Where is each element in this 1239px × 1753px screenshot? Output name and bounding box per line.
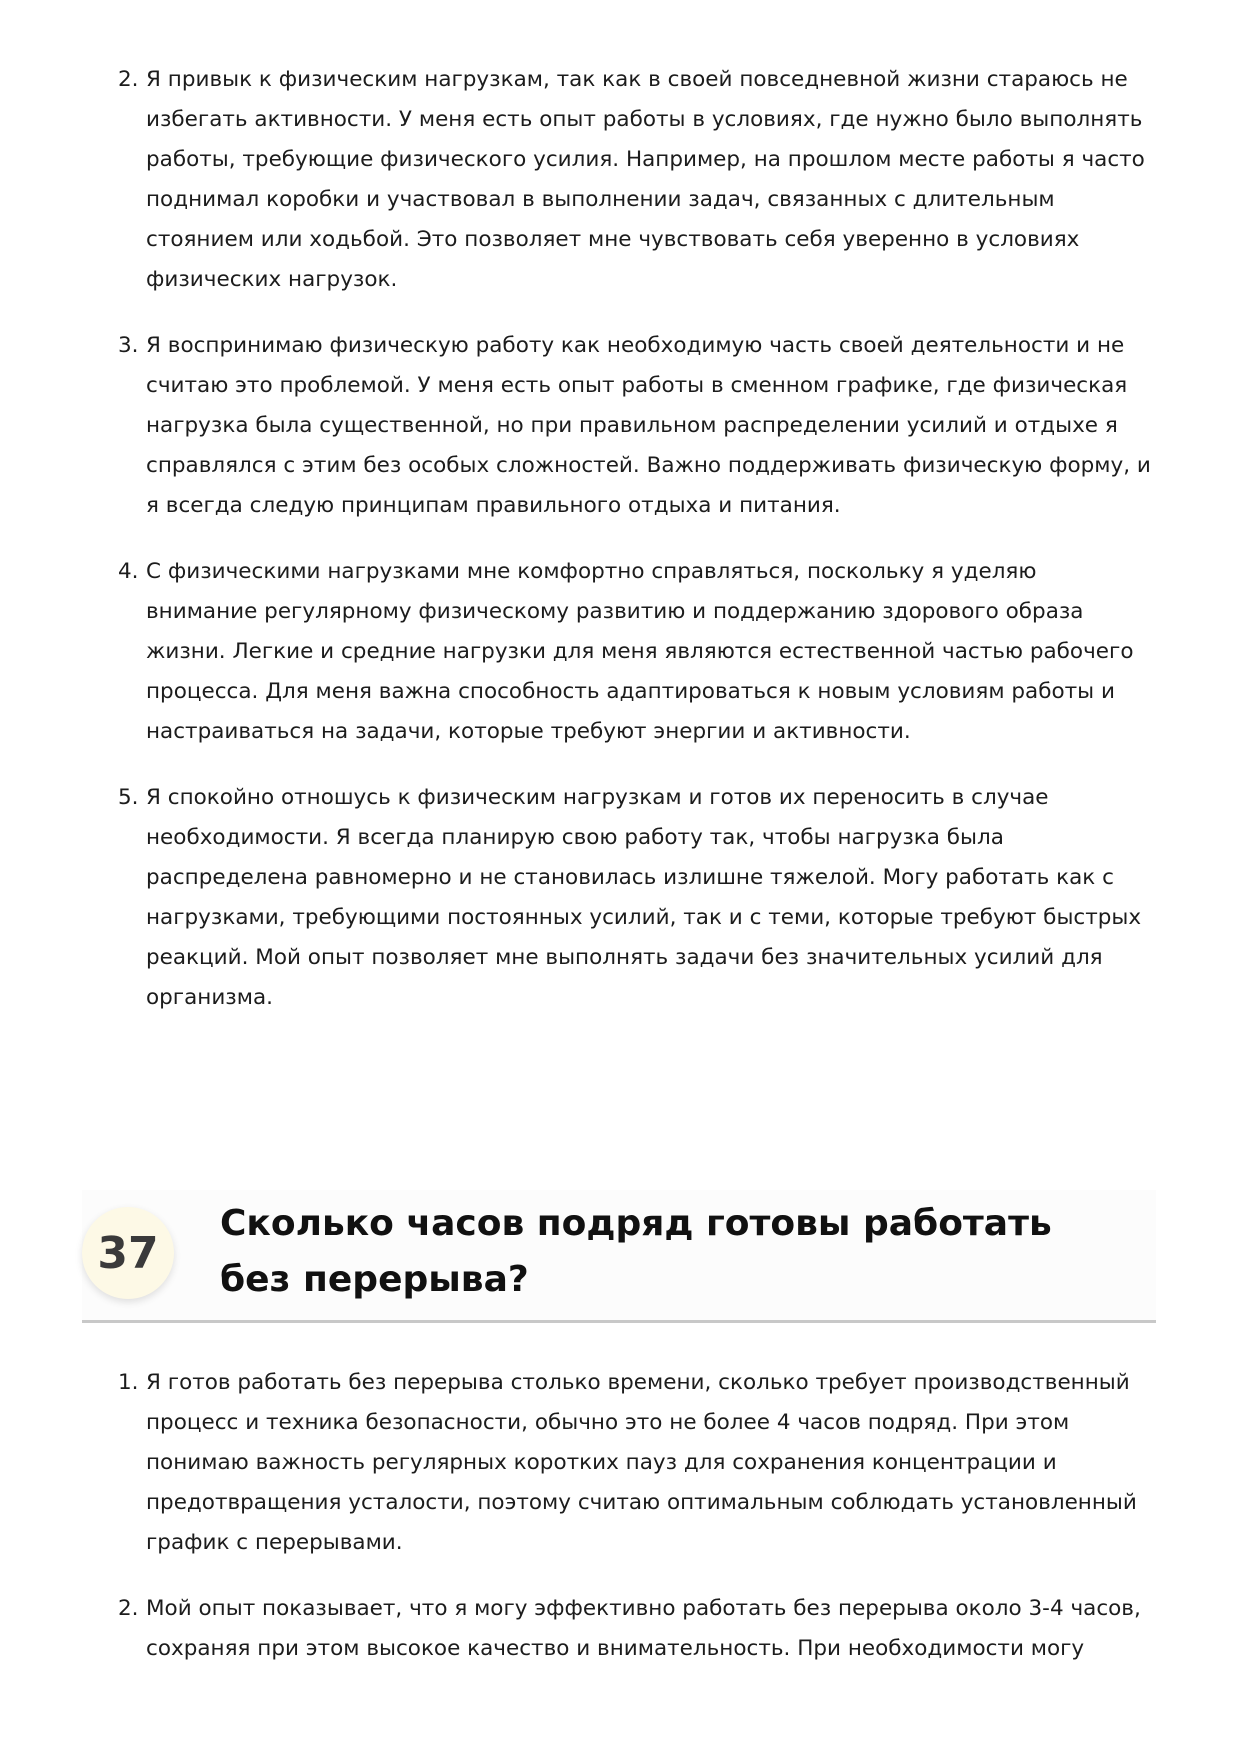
- question-header: [82, 1190, 1156, 1323]
- answer-list-question-37: [114, 1363, 1154, 1695]
- answer-list-previous-question: [114, 60, 1154, 1044]
- answer-number: 3.: [118, 333, 139, 358]
- answer-item: [114, 1589, 1154, 1669]
- answer-number: 1.: [118, 1370, 139, 1395]
- answer-item: [114, 60, 1154, 300]
- question-title: Сколько часов подряд готовы работать без перерыва?: [220, 1203, 1052, 1300]
- answer-text: Мой опыт показывает, что я могу эффективно работать без перерыва около 3-4 часов, сохраняя при этом высокое качество и внимательность. При необходимости могу: [146, 1596, 1141, 1661]
- answer-number: 5.: [118, 785, 139, 810]
- answer-number: 2.: [118, 1596, 139, 1621]
- question-number-badge: 37: [82, 1207, 174, 1299]
- answer-text: Я привык к физическим нагрузкам, так как в своей повседневной жизни стараюсь не избегать активности. У меня есть опыт работы в условиях, где нужно было выполнять работы, требующие физического усилия. Например, на прошлом месте работы я часто поднимал коробки и участвовал в выполнении задач, связанных с длительным стоянием или ходьбой. Это позволяет мне чувствовать себя уверенно в условиях физических нагрузок.: [146, 67, 1145, 292]
- answer-item: [114, 1363, 1154, 1563]
- answer-text: Я воспринимаю физическую работу как необходимую часть своей деятельности и не считаю это проблемой. У меня есть опыт работы в сменном графике, где физическая нагрузка была существенной, но при правильном распределении усилий и отдыхе я справлялся с этим без особых сложностей. Важно поддерживать физическую форму, и я всегда следую принципам правильного отдыха и питания.: [146, 333, 1151, 518]
- answer-item: [114, 552, 1154, 752]
- answer-number: 4.: [118, 559, 139, 584]
- answer-item: [114, 778, 1154, 1018]
- answer-text: С физическими нагрузками мне комфортно справляться, поскольку я уделяю внимание регулярному физическому развитию и поддержанию здорового образа жизни. Легкие и средние нагрузки для меня являются естественной частью рабочего процесса. Для меня важна способность адаптироваться к новым условиям работы и настраиваться на задачи, которые требуют энергии и активности.: [146, 559, 1134, 744]
- answer-item: [114, 326, 1154, 526]
- answer-number: 2.: [118, 67, 139, 92]
- answer-text: Я спокойно отношусь к физическим нагрузкам и готов их переносить в случае необходимости. Я всегда планирую свою работу так, чтобы нагрузка была распределена равномерно и не становилась излишне тяжелой. Могу работать как с нагрузками, требующими постоянных усилий, так и с теми, которые требуют быстрых реакций. Мой опыт позволяет мне выполнять задачи без значительных усилий для организма.: [146, 785, 1142, 1010]
- answer-text: Я готов работать без перерыва столько времени, сколько требует производственный процесс и техника безопасности, обычно это не более 4 часов подряд. При этом понимаю важность регулярных коротких пауз для сохранения концентрации и предотвращения усталости, поэтому считаю оптимальным соблюдать установленный график с перерывами.: [146, 1370, 1137, 1555]
